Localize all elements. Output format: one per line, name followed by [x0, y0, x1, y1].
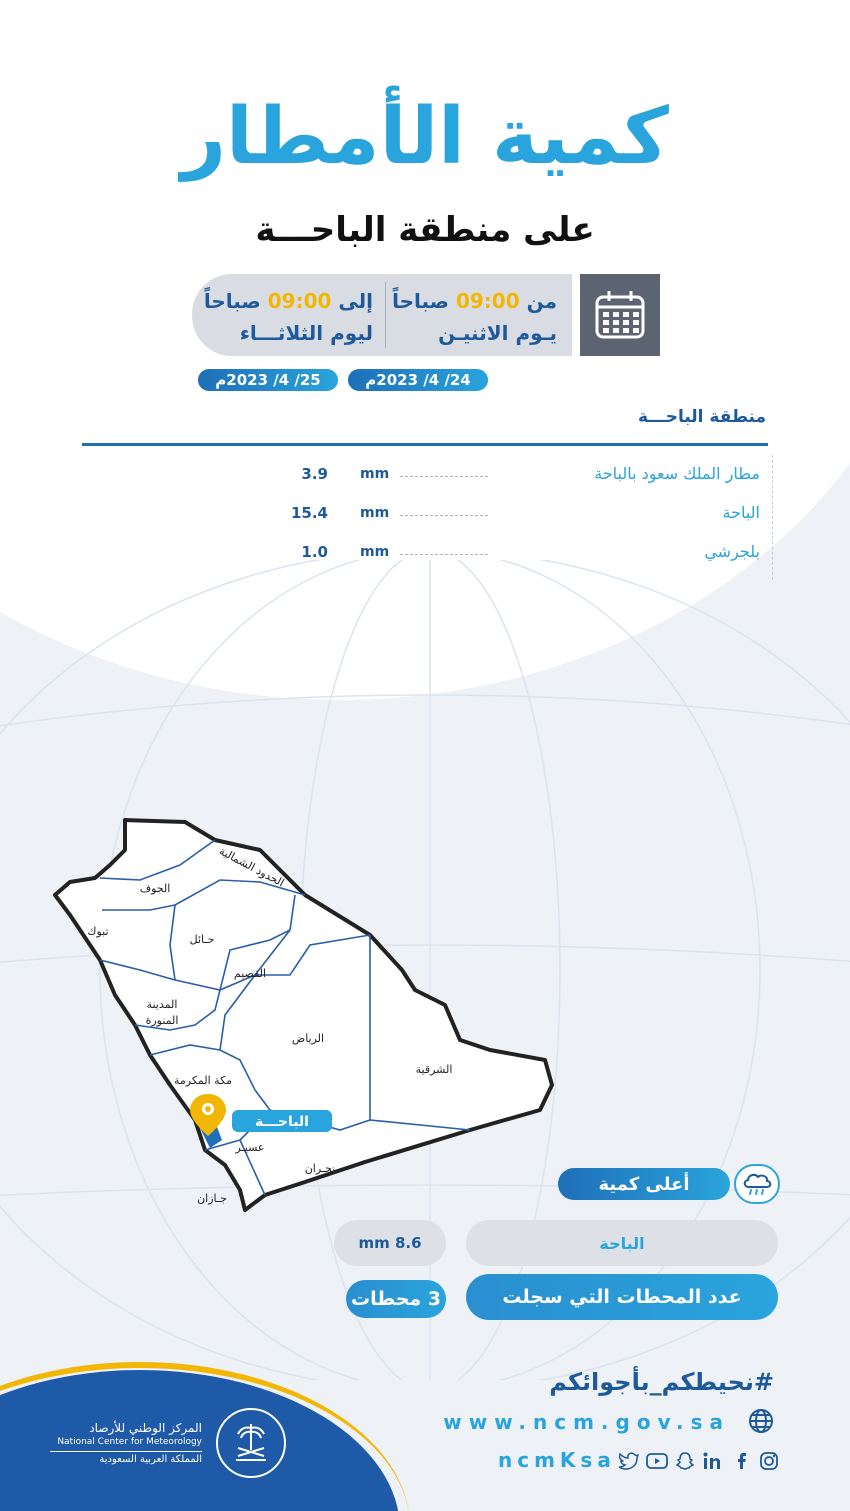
to-day: ليوم الثلاثـــاء [239, 321, 373, 345]
map-label: مكة المكرمة [173, 1074, 233, 1087]
map-label: القصيم [233, 967, 267, 980]
period-to [198, 286, 373, 350]
saudi-map [40, 810, 570, 1230]
linkedin-icon[interactable] [702, 1450, 724, 1472]
map-label: حـائل [189, 933, 215, 946]
to-prefix: إلى [338, 289, 373, 313]
stations-count-label: عدد المحطات التي سجلت [466, 1274, 778, 1320]
highest-value: 8.6 mm [334, 1220, 446, 1266]
table-row [82, 501, 768, 531]
from-prefix: من [526, 289, 557, 313]
stations-count-value: 3 محطات [346, 1280, 446, 1318]
station-value: 1.0 [301, 543, 328, 561]
map-label: تبوك [87, 925, 109, 938]
page-subtitle: على منطقة الباحـــة [255, 210, 595, 250]
ncm-logo-text [50, 1420, 202, 1467]
page-title: كمية الأمطار [181, 92, 669, 182]
instagram-icon[interactable] [758, 1450, 780, 1472]
row-leader [400, 554, 488, 555]
from-date-badge: 24/ 4/ 2023م [348, 369, 488, 391]
country-ar: المملكة العربية السعودية [50, 1451, 202, 1467]
row-leader [400, 515, 488, 516]
region-divider [82, 443, 768, 446]
row-leader [400, 476, 488, 477]
station-value: 15.4 [290, 504, 328, 522]
from-suffix: صباحاً [392, 289, 449, 313]
map-label: نجـران [304, 1162, 336, 1175]
map-label: الجوف [139, 882, 171, 895]
map-label: الرياض [291, 1032, 325, 1045]
from-time: 09:00 [455, 289, 520, 313]
station-name: بلجرشي [704, 542, 760, 561]
twitter-icon[interactable] [618, 1450, 640, 1472]
map-label: المدينة [146, 998, 178, 1011]
station-unit: mm [360, 466, 390, 482]
cloud-rain-icon [741, 1171, 773, 1197]
ncm-emblem-icon [216, 1408, 286, 1478]
map-label: جـازان [197, 1192, 227, 1205]
map-label: المنورة [145, 1014, 179, 1027]
highest-station: الباحة [466, 1220, 778, 1266]
globe-icon [748, 1408, 774, 1434]
to-date-badge: 25/ 4/ 2023م [198, 369, 338, 391]
facebook-icon[interactable] [730, 1450, 752, 1472]
org-name-en: National Center for Meteorology [57, 1437, 202, 1447]
period-from [382, 286, 557, 350]
region-label: منطقة الباحـــة [637, 407, 766, 427]
hashtag: #نحيطكم_بأجوائكم [549, 1368, 774, 1396]
cloud-rain-icon-wrap [734, 1164, 780, 1204]
station-name: الباحة [722, 503, 760, 522]
table-border [772, 455, 773, 580]
youtube-icon[interactable] [646, 1450, 668, 1472]
map-label: الشرقية [415, 1063, 453, 1076]
highest-label: أعلى كمية [558, 1168, 730, 1200]
map-label: الحدود الشمالية [217, 844, 287, 890]
social-icons [618, 1450, 780, 1472]
social-handle[interactable]: ncmKsa [498, 1448, 616, 1472]
org-name-ar: المركز الوطني للأرصاد [89, 1421, 202, 1435]
map-label: عسيـر [235, 1141, 265, 1154]
station-value: 3.9 [301, 465, 328, 483]
from-day: يـوم الاثنيـن [438, 321, 557, 345]
station-unit: mm [360, 505, 390, 521]
table-row [82, 462, 768, 492]
snapchat-icon[interactable] [674, 1450, 696, 1472]
station-name: مطار الملك سعود بالباحة [594, 464, 760, 483]
table-row [82, 540, 768, 570]
country-outline [55, 820, 552, 1210]
to-suffix: صباحاً [203, 289, 261, 313]
website-link[interactable]: www.ncm.gov.sa [443, 1410, 730, 1434]
calendar-box [580, 274, 660, 356]
station-unit: mm [360, 544, 390, 560]
calendar-icon [593, 288, 647, 342]
highlight-tag: الباحـــة [255, 1114, 309, 1130]
to-time: 09:00 [267, 289, 332, 313]
